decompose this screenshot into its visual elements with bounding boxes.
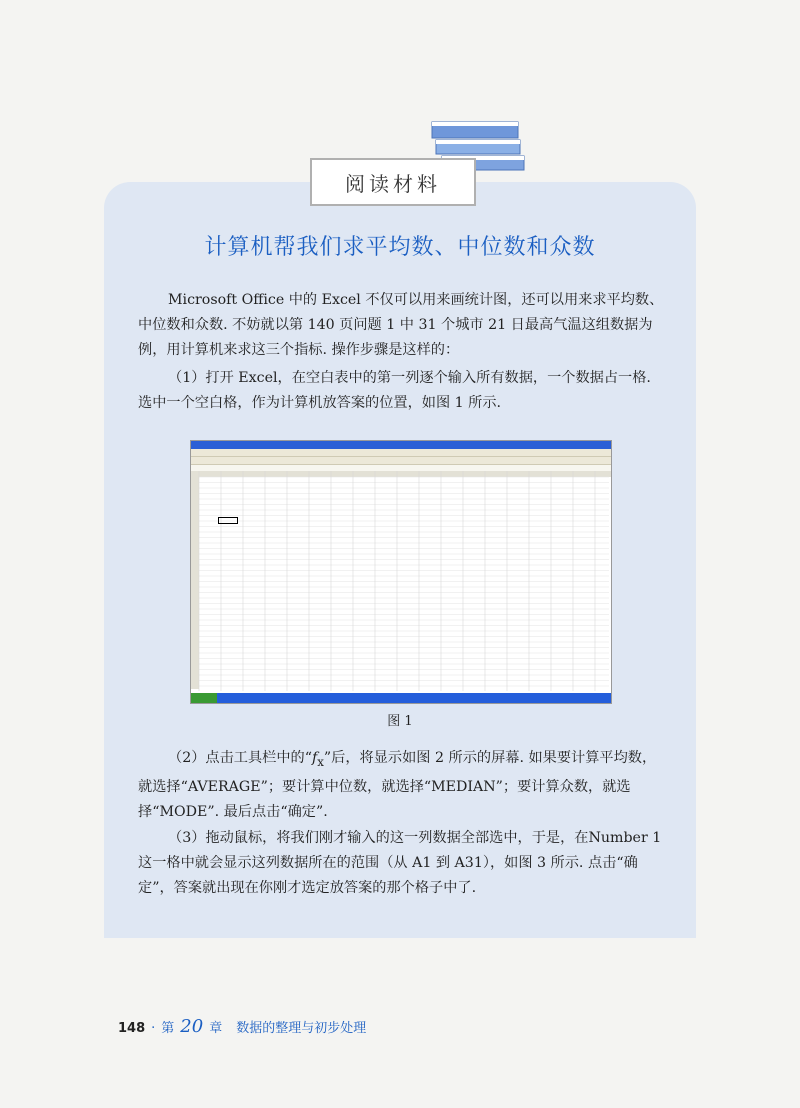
excel-selected-cell [218,517,238,524]
chapter-prefix: 第 [161,1021,175,1036]
reading-material-badge: 阅读材料 [310,158,476,206]
article-title: 计算机帮我们求平均数、中位数和众数 [204,235,596,260]
fx-symbol: f [311,750,318,766]
page-number: 148 [118,1021,146,1036]
excel-grid [191,441,611,703]
figure-caption: 图 1 [387,714,413,729]
paragraph-step-3: （3）拖动鼠标，将我们刚才输入的这一列数据全部选中，于是，在Number 1 这一格中就会显示这列数据所在的范围（从 A1 到 A31），如图 3 所示. 点击“确定”，答案就出现在你刚才选定放答案的那个格子中了. [138,830,662,896]
page-footer: 148 · 第 20 章 数据的整理与初步处理 [118,1016,367,1037]
paragraph-step-1: （1）打开 Excel，在空白表中的第一列逐个输入所有数据，一个数据占一格. 选中一个空白格，作为计算机放答案的位置，如图 1 所示. [138,370,651,411]
chapter-title: 数据的整理与初步处理 [236,1021,367,1036]
chapter-number: 20 [180,1016,204,1037]
paragraph-step-2: （2）点击工具栏中的“$f_x$”后，将显示如图 2 所示的屏幕. 如果要计算平均数，就选择“AVERAGE”；要计算中位数，就选择“MEDIAN”；要计算众数，就选择“MODE”. 最后点击“确定”. [138,750,657,820]
chapter-suffix: 章 [209,1021,223,1036]
paragraph-intro: Microsoft Office 中的 Excel 不仅可以用来画统计图，还可以用来求平均数、中位数和众数. 不妨就以第 140 页问题 1 中 31 个城市 21 日最高气温这组数据为例，用计算机来求这三个指标. 操作步骤是这样的： [138,292,664,358]
start-button [191,693,217,703]
windows-taskbar [191,693,611,703]
excel-screenshot-figure [190,440,612,704]
